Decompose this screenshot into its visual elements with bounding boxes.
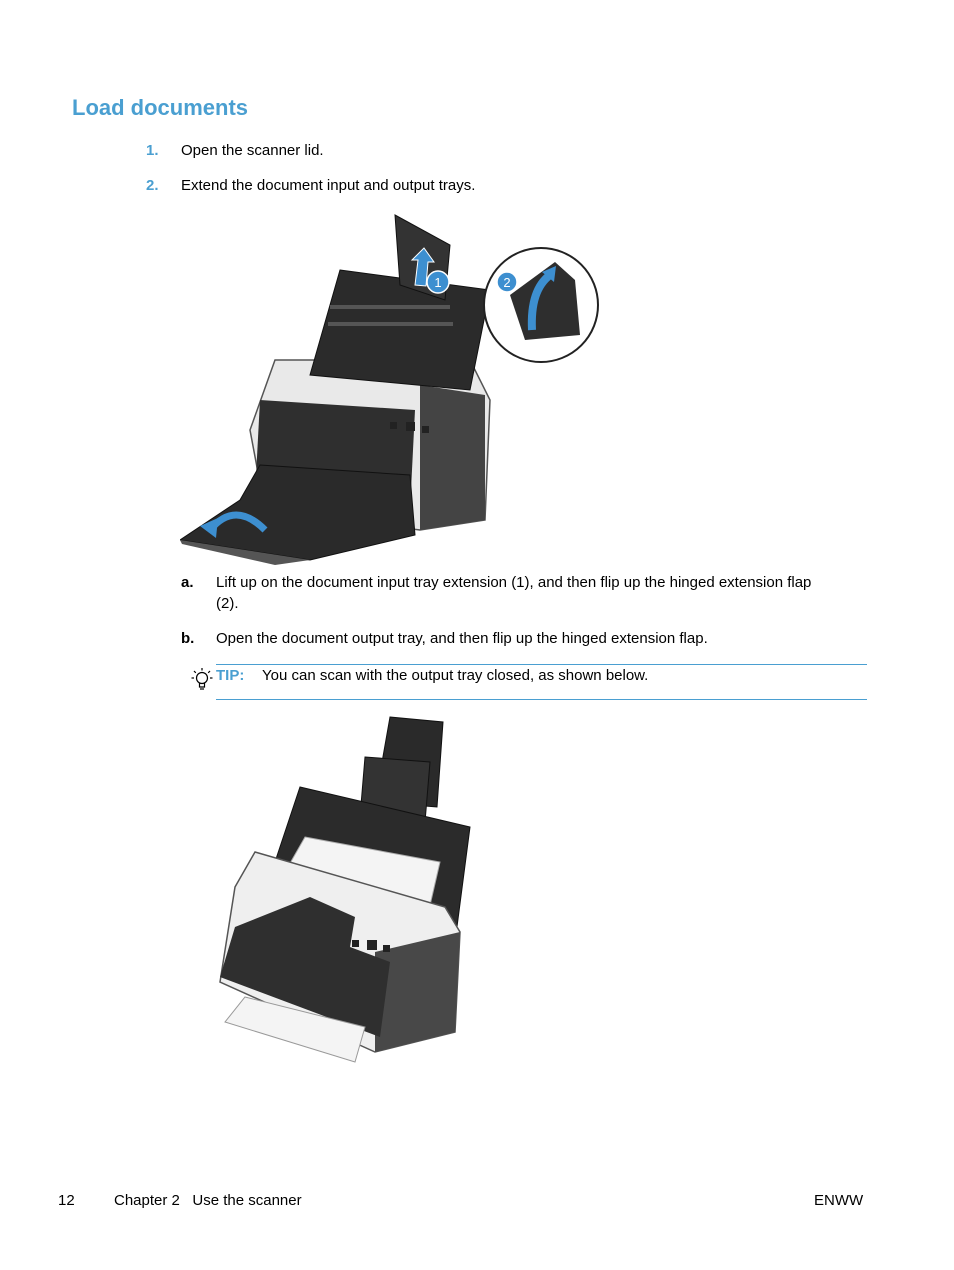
- step-text: Open the scanner lid.: [181, 142, 324, 159]
- scanner-trays-extended-illustration: [180, 210, 605, 570]
- callout-label: 1: [434, 275, 442, 290]
- document-code: ENWW: [814, 1192, 864, 1209]
- substep-text: Open the document output tray, and then flip up the hinged extension flap.: [216, 630, 708, 647]
- section-heading: Load documents: [72, 95, 249, 120]
- callout-label: 2: [503, 275, 511, 290]
- page-number: 12: [58, 1192, 75, 1209]
- step-number: 1.: [146, 142, 159, 159]
- substep-marker: b.: [181, 630, 195, 647]
- lightbulb-icon: [191, 667, 213, 693]
- tip-text: You can scan with the output tray closed, as shown below.: [262, 667, 649, 684]
- tip-box: [216, 664, 867, 700]
- tip-label: TIP:: [216, 667, 245, 684]
- scanner-output-tray-closed-illustration: [215, 712, 475, 1067]
- step-number: 2.: [146, 177, 159, 194]
- substep-marker: a.: [181, 574, 194, 591]
- chapter-title: Chapter 2 Use the scanner: [114, 1192, 302, 1209]
- substep-text: Lift up on the document input tray extension (1), and then flip up the hinged extension flap: [216, 574, 812, 591]
- step-text: Extend the document input and output trays.: [181, 177, 476, 194]
- substep-text-continued: (2).: [216, 595, 239, 612]
